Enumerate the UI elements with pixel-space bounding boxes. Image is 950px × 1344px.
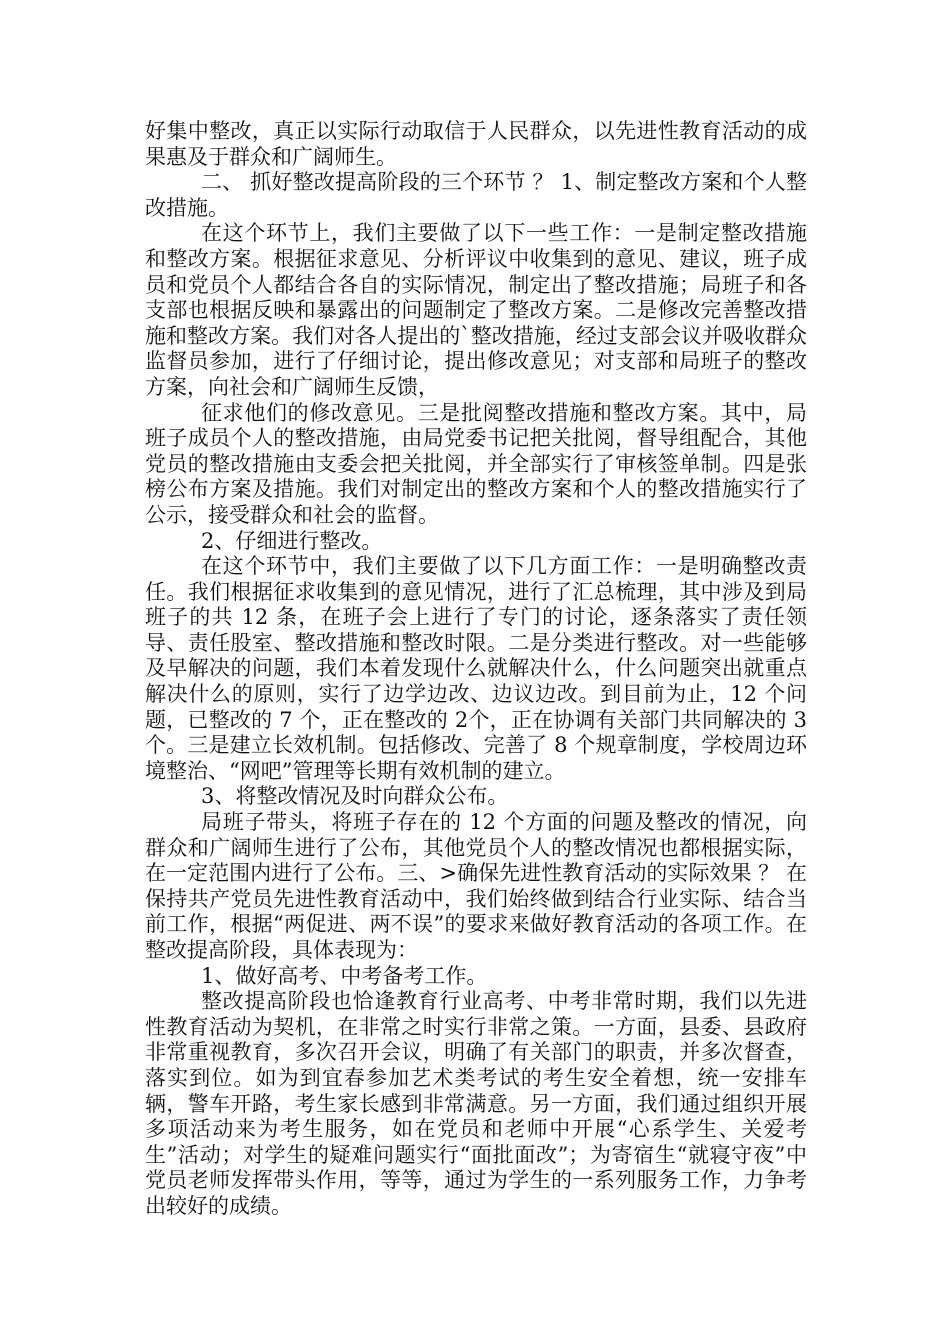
paragraph-8: 局班子带头，将班子存在的 12 个方面的问题及整改的情况，向群众和广阔师生进行了公布，其他党员个人的整改情况也都根据实际，在一定范围内进行了公布。三、>确保先进性教育活动的实际效果 ？ 在保持共产党员先进性教育活动中，我们始终做到结合行业实际、结合当前工作，根据“两促进、两不误”的要求来做好教育活动的各项工作。在整改提高阶段，具体表现为： [145,810,807,962]
document-body [145,119,807,1220]
paragraph-10: 整改提高阶段也恰逢教育行业高考、中考非常时期，我们以先进性教育活动为契机，在非常之时实行非常之策。一方面，县委、县政府非常重视教育，多次召开会议，明确了有关部门的职责，并多次督查，落实到位。如为到宜春参加艺术类考试的考生安全着想，统一安排车辆，警车开路，考生家长感到非常满意。另一方面，我们通过组织开展多项活动来为考生服务，如在党员和老师中开展“心系学生、关爱考生”活动；对学生的疑难问题实行“面批面改”；为寄宿生“就寝守夜”中党员老师发挥带头作用，等等，通过为学生的一系列服务工作，力争考出较好的成绩。 [145,989,807,1218]
paragraph-1: 好集中整改，真正以实际行动取信于人民群众，以先进性教育活动的成果惠及于群众和广阔师生。 [145,119,807,169]
paragraph-3: 在这个环节上，我们主要做了以下一些工作：一是制定整改措施和整改方案。根据征求意见、分析评议中收集到的意见、建议，班子成员和党员个人都结合各自的实际情况，制定出了整改措施；局班子和各支部也根据反映和暴露出的问题制定了整改方案。二是修改完善整改措施和整改方案。我们对各人提出的`整改措施，经过支部会议并吸收群众监督员参加，进行了仔细讨论，提出修改意见；对支部和局班子的整改方案，向社会和广阔师生反馈， [145,221,807,399]
subheading-3: 3、将整改情况及时向群众公布。 [201,784,509,809]
subheading-2: 2、仔细进行整改。 [201,528,383,553]
paragraph-4: 征求他们的修改意见。三是批阅整改措施和整改方案。其中，局班子成员个人的整改措施，由局党委书记把关批阅，督导组配合，其他党员的整改措施由支委会把关批阅，并全部实行了审核签单制。四是张榜公布方案及措施。我们对制定出的整改方案和个人的整改措施实行了公示，接受群众和社会的监督。 [145,400,807,527]
section-heading-two: 二、 抓好整改提高阶段的三个环节 ？ 1、制定整改方案和个人整改措施。 [145,170,807,220]
paragraph-6: 在这个环节中，我们主要做了以下几方面工作：一是明确整改责任。我们根据征求收集到的意见情况，进行了汇总梳理，其中涉及到局班子的共 12 条，在班子会上进行了专门的讨论，逐条落实了责任领导、责任股室、整改措施和整改时限。二是分类进行整改。对一些能够及早解决的问题，我们本着发现什么就解决什么，什么问题突出就重点解决什么的原则，实行了边学边改、边议边改。到目前为止，12 个问题，已整改的 7 个，正在整改的 2个，正在协调有关部门共同解决的 3 个。三是建立长效机制。包括修改、完善了 8 个规章制度，学校周边环境整治、“网吧”管理等长期有效机制的建立。 [145,554,807,783]
subheading-1-exam: 1、做好高考、中考备考工作。 [201,963,488,988]
